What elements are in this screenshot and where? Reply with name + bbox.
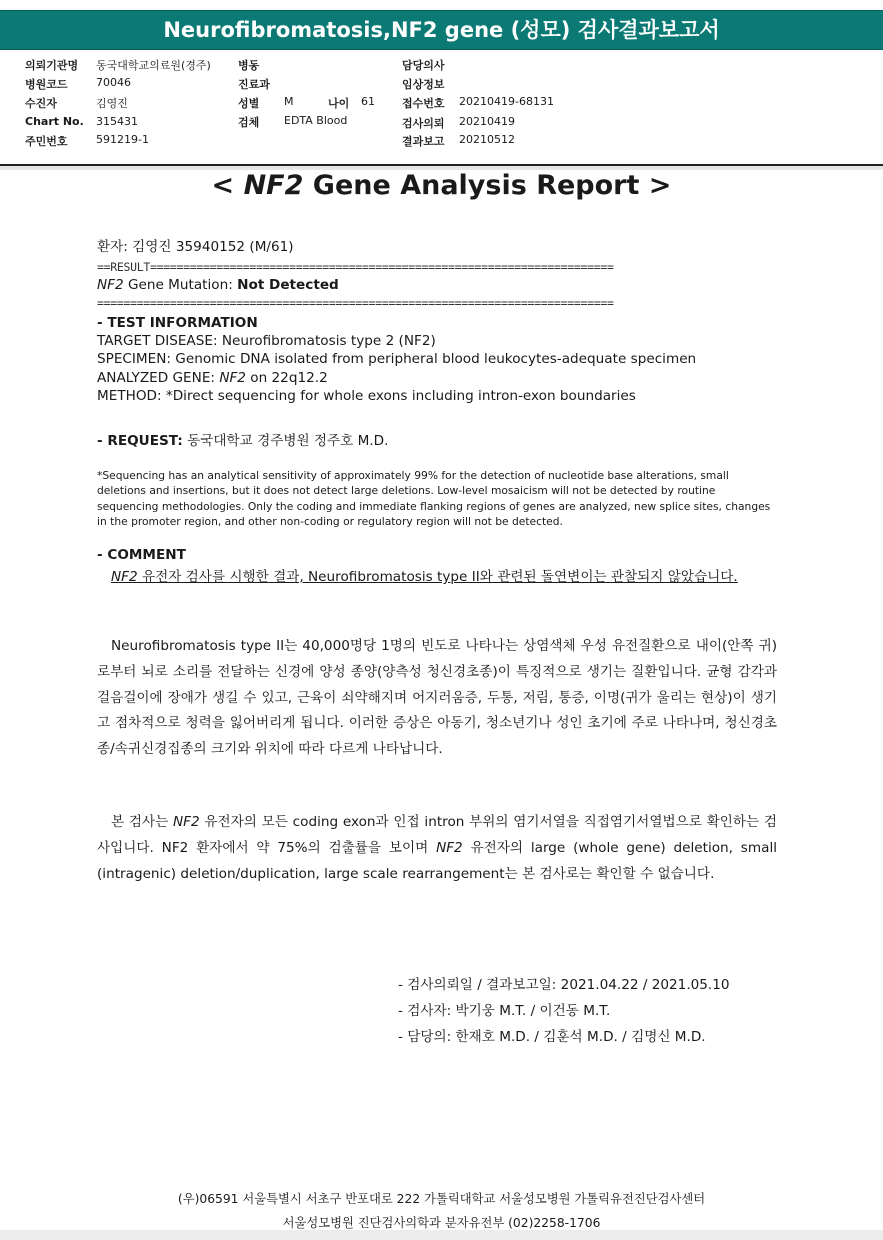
analyzed-gene	[97, 370, 328, 386]
info-label: 성별	[238, 97, 260, 110]
info-row-hospital-code	[25, 76, 68, 92]
info-row-request-date	[402, 115, 445, 131]
comment-gene: NF2	[111, 569, 138, 585]
sign-testers: - 검사자: 박기웅 M.T. / 이건동 M.T.	[398, 1003, 611, 1019]
info-row-physician	[402, 57, 445, 73]
info-value: 김영진	[96, 97, 128, 110]
analyzed-gene-location: on 22q12.2	[245, 370, 328, 386]
info-value: 315431	[96, 115, 138, 128]
result-separator: ==RESULT======================================================================	[97, 260, 614, 274]
info-label: 검체	[238, 116, 260, 129]
info-row-age	[328, 95, 349, 111]
info-value: 61	[361, 95, 375, 108]
patient-info-block	[0, 50, 883, 165]
title-gene: NF2	[243, 170, 304, 201]
info-row-chart-no	[25, 115, 84, 128]
info-value: 20210419-68131	[459, 95, 554, 108]
test-description-c: 유전자의 large (whole gene) deletion, small (intragenic) deletion/duplication, large scale rearrangement는 본 검사로는 확인할 수 없습니다.	[97, 839, 777, 882]
info-label: 임상정보	[402, 78, 445, 91]
info-value: M	[284, 95, 294, 108]
info-row-sex	[238, 95, 259, 111]
end-separator: ==============================================================================	[97, 296, 614, 310]
info-label: 의뢰기관명	[25, 59, 79, 72]
info-row-specimen	[238, 114, 259, 130]
test-description-a: 본 검사는	[111, 814, 174, 830]
method: METHOD: *Direct sequencing for whole exons including intron-exon boundaries	[97, 388, 636, 404]
analyzed-gene-label: ANALYZED GENE:	[97, 370, 220, 386]
info-row-patient	[25, 95, 57, 111]
info-row-resident-no	[25, 133, 68, 149]
title-prefix: <	[211, 170, 244, 201]
info-value: 20210419	[459, 115, 515, 128]
mutation-result	[97, 277, 339, 293]
title-suffix: Gene Analysis Report >	[303, 170, 672, 201]
mutation-value: Not Detected	[237, 277, 339, 293]
info-label: 담당의사	[402, 59, 445, 72]
info-value: 20210512	[459, 133, 515, 146]
info-label: 나이	[328, 97, 350, 110]
comment-text	[97, 565, 777, 589]
info-label: Chart No.	[25, 115, 84, 128]
info-row-institution	[25, 57, 78, 73]
info-label: 검사의뢰	[402, 117, 445, 130]
test-description	[97, 810, 777, 887]
footer-contact: 서울성모병원 진단검사의학과 분자유전부 (02)2258-1706	[282, 1216, 601, 1230]
footer-address: (우)06591 서울특별시 서초구 반포대로 222 가톨릭대학교 서울성모병원 가톨릭유전진단검사센터	[177, 1192, 706, 1206]
info-label: 병원코드	[25, 78, 68, 91]
test-info-heading: - TEST INFORMATION	[97, 315, 258, 331]
comment-body: 유전자 검사를 시행한 결과, Neurofibromatosis type II와 관련된 돌연변이는 관찰되지 않았습니다.	[137, 569, 738, 585]
request-label: - REQUEST:	[97, 433, 183, 449]
sign-doctors: - 담당의: 한재호 M.D. / 김훈석 M.D. / 김명신 M.D.	[398, 1029, 706, 1045]
sign-dates: - 검사의뢰일 / 결과보고일: 2021.04.22 / 2021.05.10	[398, 977, 730, 993]
info-label: 수진자	[25, 97, 57, 110]
report-header-title: Neurofibromatosis,NF2 gene (성모) 검사결과보고서	[0, 10, 883, 50]
test-description-gene1: NF2	[173, 814, 200, 830]
analyzed-gene-name: NF2	[219, 370, 246, 386]
target-disease: TARGET DISEASE: Neurofibromatosis type 2 (NF2)	[97, 333, 436, 349]
patient-line: 환자: 김영진 35940152 (M/61)	[97, 239, 294, 255]
mutation-gene: NF2	[97, 277, 124, 293]
info-value: EDTA Blood	[284, 114, 348, 127]
info-label: 진료과	[238, 78, 270, 91]
page-bottom-shade	[0, 1230, 883, 1240]
info-row-accession	[402, 95, 445, 111]
sensitivity-note: *Sequencing has an analytical sensitivity of approximately 99% for the detection of nucleotide base alterations, small deletions and insertions, but it does not detect large deletions. Low-level mosaicism will not be detected by routine sequencing methodologies. Only the coding and immediate flanking regions of genes are analyzed, new splice sites, changes in the promoter region, and other non-coding or regulatory region will not be detected.	[97, 469, 771, 528]
info-value: 동국대학교의료원(경주)	[96, 59, 211, 72]
mutation-label: Gene Mutation:	[123, 277, 238, 293]
comment-heading: - COMMENT	[97, 547, 186, 563]
disease-description-text: Neurofibromatosis type II는 40,000명당 1명의 빈도로 나타나는 상염색체 우성 유전질환으로 내이(안쪽 귀)로부터 뇌로 소리를 전달하는 신경에 양성 종양(양측성 청신경초종)이 특징적으로 생기는 질환입니다. 균형 감각과 걸음걸이에 장애가 생길 수 있고, 근육이 쇠약해지며 어지러움증, 두통, 저림, 통증, 이명(귀가 울리는 현상)이 생기고 점차적으로 청력을 잃어버리게 됩니다. 이러한 증상은 아동기, 청소년기나 성인 초기에 주로 나타나며, 청신경초종/속귀신경집종의 크기와 위치에 따라 다르게 나타납니다.	[97, 638, 777, 758]
disease-description	[97, 634, 777, 763]
request-line	[97, 429, 388, 449]
info-label: 결과보고	[402, 135, 445, 148]
report-title	[0, 170, 883, 201]
info-label: 접수번호	[402, 97, 445, 110]
info-label: 병동	[238, 59, 260, 72]
info-row-department	[238, 76, 270, 92]
specimen: SPECIMEN: Genomic DNA isolated from peripheral blood leukocytes-adequate specimen	[97, 351, 697, 367]
request-value: 동국대학교 경주병원 정주호 M.D.	[182, 433, 389, 449]
info-value: 70046	[96, 76, 131, 89]
info-value: 591219-1	[96, 133, 149, 146]
info-row-report-date	[402, 133, 445, 149]
info-row-ward	[238, 57, 259, 73]
test-description-gene2: NF2	[436, 839, 463, 856]
test-description-b: 유전자의 모든 coding exon과 인접 intron 부위의 염기서열을 직접염기서열법으로 확인하는 검사입니다. NF2 환자에서 약 75%의 검출률을 보이며	[97, 814, 777, 856]
info-row-clinical-info	[402, 76, 445, 92]
info-label: 주민번호	[25, 135, 68, 148]
